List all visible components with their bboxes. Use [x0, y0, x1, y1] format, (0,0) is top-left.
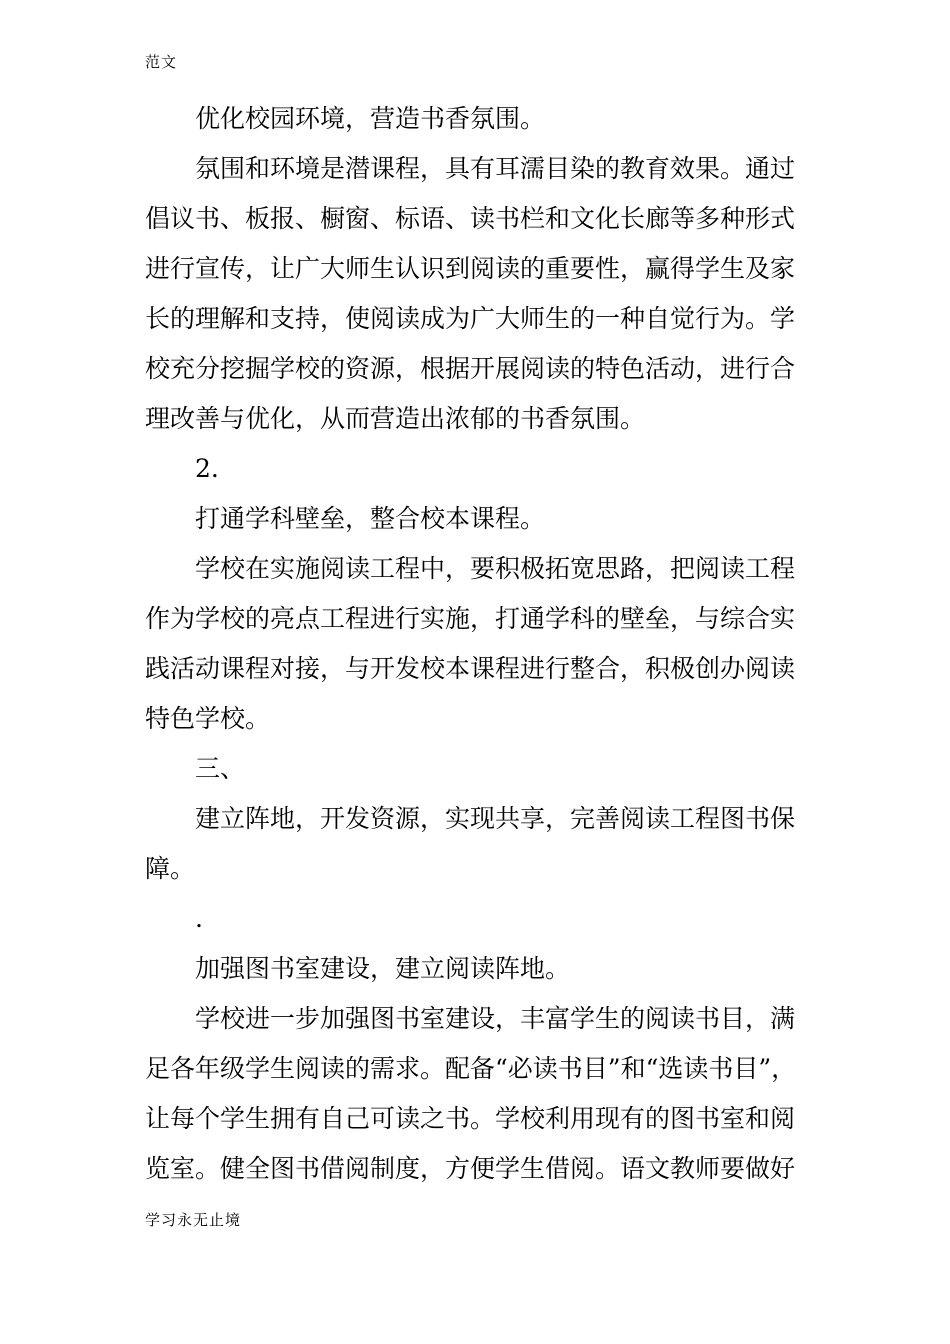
document-body — [145, 94, 810, 1194]
text-line: 氛围和环境是潜课程，具有耳濡目染的教育效果。通过 — [195, 154, 796, 183]
text-line: 理改善与优化，从而营造出浓郁的书香氛围。 — [145, 404, 646, 433]
text-line: 三、 — [195, 754, 246, 783]
text-line: 加强图书室建设，建立阅读阵地。 — [195, 954, 571, 983]
text-line: 建立阵地，开发资源，实现共享，完善阅读工程图书保 — [195, 804, 796, 833]
text-line: 校充分挖掘学校的资源，根据开展阅读的特色活动，进行合 — [145, 354, 796, 383]
text-line: 览室。健全图书借阅制度，方便学生借阅。语文教师要做好 — [145, 1154, 796, 1183]
text-line: 倡议书、板报、橱窗、标语、读书栏和文化长廊等多种形式 — [145, 204, 796, 233]
text-line: 足各年级学生阅读的需求。配备“必读书目”和“选读书目”， — [145, 1054, 797, 1083]
text-line: 学校进一步加强图书室建设，丰富学生的阅读书目，满 — [195, 1004, 796, 1033]
page-footer: 学习永无止境 — [145, 1211, 242, 1229]
text-line: 特色学校。 — [145, 704, 271, 733]
text-line: 长的理解和支持，使阅读成为广大师生的一种自觉行为。学 — [145, 304, 796, 333]
text-line: . — [195, 904, 203, 933]
text-line: 践活动课程对接，与开发校本课程进行整合，积极创办阅读 — [145, 654, 796, 683]
page-header: 范文 — [145, 53, 178, 71]
text-line: 打通学科壁垒，整合校本课程。 — [195, 504, 546, 533]
text-line: 进行宣传，让广大师生认识到阅读的重要性，赢得学生及家 — [145, 254, 796, 283]
text-line: 作为学校的亮点工程进行实施，打通学科的壁垒，与综合实 — [145, 604, 796, 633]
text-line: 障。 — [145, 854, 196, 883]
text-line: 让每个学生拥有自己可读之书。学校利用现有的图书室和阅 — [145, 1104, 796, 1133]
text-line: 学校在实施阅读工程中，要积极拓宽思路，把阅读工程 — [195, 554, 796, 583]
text-line: 优化校园环境，营造书香氛围。 — [195, 104, 546, 133]
text-line: 2. — [195, 454, 219, 483]
